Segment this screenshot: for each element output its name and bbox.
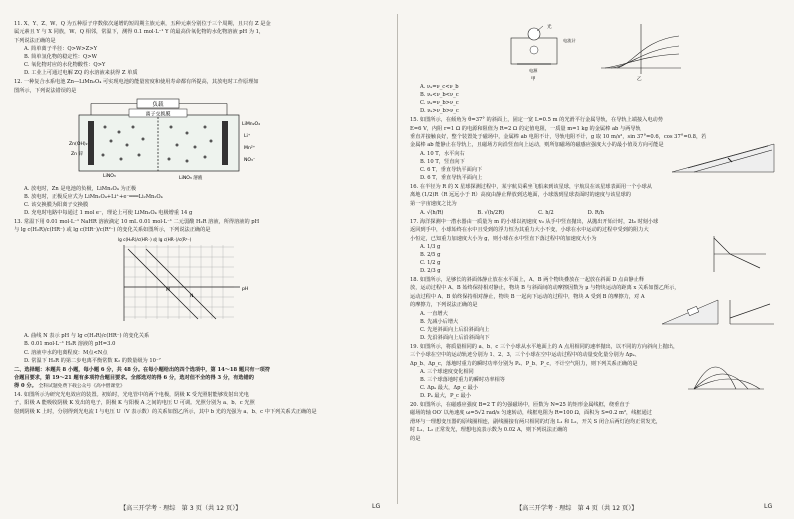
membrane-label: 离子交换膜 [145, 111, 171, 118]
light-label: 光 [547, 25, 552, 30]
q13-option-b: B. 0.01 mol·L⁻¹ H₂R 溶液的 pH=3.0 [24, 341, 116, 348]
graph-xlabel: pH [242, 287, 249, 293]
q20-stem-line: 的是 [410, 435, 421, 442]
q19-option-a: A. 三个球速度变化相同 [420, 368, 474, 375]
q18-stem-line: 18. 如图所示，足够长的斜面体静止放在水平面上，A、B 两个物块叠放在一起放在斜面 D 点由静止释 [410, 277, 645, 284]
q18-stem-line: 放，运动过程中 A、B 始终保持相对静止，物块 B 与斜面间的动摩擦因数为 μ 与物块运动的距离 x 关系如图乙所示， [410, 285, 680, 292]
zn-label: Zn 锌 [71, 151, 84, 157]
right-electrolyte-label: LiNO₃ 溶液 [179, 175, 203, 181]
zn-oh2-label: Zn(OH)₂ [69, 141, 88, 147]
figure-b-label: 乙 [637, 77, 642, 82]
q14-stem-line: 射到阴极 K 上时，分别得到光电流 I 与电压 U（V 表示数）的关系如图乙所示，其中 b 光的光强为 a、b、c 中下列关系式正确的是 [14, 408, 317, 415]
q15-option-d: D. 6 T，垂直导轨平面向上 [420, 174, 483, 181]
source-label: 电源 [529, 68, 538, 73]
question-11 [14, 20, 386, 77]
q16-option-b: B. √(h/2R) [477, 209, 505, 216]
q17-option-a: A. 1/3 g [420, 243, 441, 250]
q17-stem-line: 17. 海洋探测中一潜水器由一质量为 m 的小球以初速度 v₀ 从手中竖直抛出，从抛出开始计时，2t₀ 时刻小球 [410, 218, 659, 225]
q12-option-d: D. 充电时电路中每通过 1 mol e⁻，理论上可使 LiMn₂O₄ 电极增重 14 g [24, 209, 193, 216]
q11-stem-line: 11. X、Y、Z、W、Q 为五种原子序数依次递增的短周期主族元素，五种元素分别位于三个周期，且只有 Z 是金 [14, 21, 271, 27]
q17-option-c: C. 1/2 g [420, 259, 441, 266]
column-divider [397, 14, 398, 504]
q20-stem-line: 磁场的轴 OO′ 以角速度 ω=5√2 rad/s 匀速转动，线框电阻为 R=100 Ω，面积为 S=0.2 m²，线框通过 [410, 410, 652, 417]
q15-option-a: A. 10 T，水平向右 [420, 150, 465, 157]
q18-stem-line: 运动过程中 A、B 始终保持相对静止，物块 B 一起向下运动的过程中，物块 A 受到 B 的摩擦力，对 A [410, 293, 645, 300]
figure-a-label: 甲 [531, 77, 536, 82]
q20-stem-line: 滑环与一理想变压器的原线圈相连，副线圈接有两只相同的灯泡 L₁ 和 L₂，开关 S 闭合后两灯泡均正常发光， [410, 418, 662, 425]
q18-option-d: D. 先沿斜面向上后沿斜面向下 [420, 334, 490, 341]
q12-stem-line: 12. 一种复合水系电池 Zn—LiMn₂O₄ 可实现电池的能量密度和使用寿命都有所提高，其放电时工作原理如 [14, 79, 259, 86]
q16-stem-line: 第一宇宙速度之比为 [410, 200, 457, 207]
stacked-blocks-figure [658, 296, 778, 326]
mn-ion-label: Mn²⁺ [244, 145, 256, 151]
q15-stem-line: 垂直并接触良好，整个装置处于磁场中，金属棒 ab 电阻不计，导轨电阻不计，g 取 10 m/s²，sin 37°=0.6，cos 37°=0.8，若 [410, 133, 707, 140]
galvanometer [530, 46, 538, 54]
meter-label: 电流计 [563, 38, 576, 43]
q20-stem-line: 时 L₁、L₂ 正常发光，理想电流表示数为 0.02 A，则下列说法正确的 [410, 427, 568, 434]
q14-option-b: B. νₐ<ν_b<ν_c [420, 92, 459, 99]
left-electrolyte-label: LiNO₃ [103, 173, 116, 179]
q17-stem-line: 小恒定，已知重力加速度大小为 g，则小球在水中竖直下落过程中的加速度大小为 [410, 235, 597, 242]
li-ion-label: Li⁺ [244, 133, 251, 139]
q16-stem-line: 离地 (1/2)R（R 远远小于 R）高度由静止释放到达地面，小球落到星球表面时的速度与该星球的 [410, 192, 631, 199]
section2-line: 得 0 分。 [14, 383, 37, 390]
incline-rail-figure [668, 140, 778, 174]
projectile-trajectories [686, 355, 766, 391]
q17-option-d: D. 2/3 g [420, 268, 441, 275]
curve-m-label: M [166, 288, 170, 294]
q14-stem-line: 子，阳极 A 能吸收阴极 K 发出的电子，阴极 K 与阳极 A 之间的电压 U 可调。光照分别为 a、b、c 光照 [14, 400, 255, 407]
q15-option-b: B. 10 T，竖直向下 [420, 158, 465, 165]
question-13 [14, 218, 386, 365]
question-17 [410, 218, 782, 275]
q14-option-a: A. νₐ=ν_c<ν_b [420, 84, 459, 90]
question-16 [410, 183, 782, 217]
q16-stem-line: 16. 在半径为 R 的 X 星球探测过程中，某宇航员乘坐飞船来到该星球，宇航员在该星球表面用一个小球从 [410, 183, 652, 190]
q19-option-c: C. Δpₐ 最大，Δp_c 最小 [420, 385, 478, 391]
photoelectric-figure [491, 20, 701, 82]
battery-diagram [69, 97, 299, 183]
q15-stem-line: E=6 V，内阻 r=1 Ω 的电源和阻值为 R=2 Ω 的定值电阻，一质量 m=1 kg 的金属棒 ab 与两导轨 [410, 125, 641, 132]
question-20 [410, 401, 782, 443]
limn2o4-electrode [222, 121, 228, 165]
q15-stem-line: 金属棒 ab 能静止在导轨上，且磁场方向沿竖直向上运动，则所加磁场的磁感应强度大小的最小值及方向可能是 [410, 142, 664, 149]
zinc-electrode [88, 121, 94, 165]
q12-stem-line: 图所示，下列说法错误的是 [14, 87, 77, 94]
q18-option-c: C. 先逆斜面向上后沿斜面向上 [420, 326, 490, 333]
q16-option-a: A. √(h/R) [420, 209, 444, 216]
velocity-time-graph [708, 234, 768, 274]
footer-left-code: LG [372, 503, 381, 510]
q16-option-c: C. h/2 [538, 209, 554, 216]
q16-option-d: D. R/h [587, 209, 604, 216]
graph-ylabel: lg c(H₂R)/c(HR⁻) 或 lg c(HR⁻)/c(R²⁻) [118, 237, 192, 243]
cell-container [79, 115, 239, 171]
q13-option-d: D. 常温下 H₂R 的第二步电离平衡常数 K₂ 的数量级为 10⁻⁷ [24, 357, 161, 364]
q20-stem-line: 20. 如图所示，在磁感应强度 B=2 T 的匀强磁场中，匝数为 N=25 的矩形金属线框，绕垂直于 [410, 402, 630, 409]
left-column [14, 20, 386, 416]
q11-stem-line: 属元素且 Y 与 X 同族，W、Q 相邻，常温下，测得 0.1 mol·L⁻¹ Y 的最高价氧化物的水化物溶液 pH 为 1， [14, 29, 265, 36]
section2-line: 二、选择题：本题共 8 小题，每小题 6 分，共 48 分。在每小题给出的四个选项中，第 14～18 题只有一项符 [14, 366, 271, 373]
q11-option-b: B. 简单氢化物的稳定性：Q>W [24, 54, 97, 61]
curve-n [146, 249, 216, 319]
q17-stem-line: 返回到手中，小球始终在水中且受到的浮力恒为其重力大小不变，小球在水中运动的过程中受到的阻力大 [410, 227, 649, 234]
question-14 [14, 391, 386, 416]
q15-stem-line: 15. 如图所示，在倾角为 θ=37° 的斜面上，固定一宽 L=0.5 m 的光滑平行金属导轨，在导轨上端接入电动势 [410, 117, 663, 124]
q19-stem-line: 19. 如图所示，将质量相同的 a、b、c 三个小球从水平地面上的 A 点用相同的速率抛出，以不同的方向斜向上抛出， [410, 343, 679, 350]
q11-stem-line: 下列说法正确的是 [14, 37, 56, 44]
q19-stem-line: Δp_b、Δp_c，落地时重力的瞬时功率分别为 Pₐ、P_b、P_c，不计空气阻力，则下列关系正确的是 [410, 360, 638, 367]
q18-stem-line: 的摩擦力，下列说法正确的是 [410, 302, 478, 309]
q14-option-d: D. νₐ>ν_b>ν_c [420, 108, 459, 115]
q19-option-b: B. 三个球落地时重力的瞬时功率相等 [420, 376, 505, 383]
footer-right-page: 【高三开学考 · 理综 第 4 页（共 12 页）】 [516, 505, 638, 512]
q19-stem-line: 三个小球在空中的运动轨迹分别为 1、2、3，三个小球在空中运动过程中的动量变化量分别为 Δpₐ、 [410, 352, 640, 359]
ph-graph [94, 235, 274, 331]
section2-line: 合题目要求，第 19～21 题有多项符合题目要求。全部选对的得 6 分，选对但不全的得 3 分，有选错的 [14, 375, 254, 382]
q12-option-a: A. 放电时，Zn 是电池的负极，LiMn₂O₄ 为正极 [24, 185, 137, 192]
question-19 [410, 343, 782, 400]
q17-option-b: B. 2/5 g [420, 251, 441, 258]
q11-option-d: D. 工业上可通过电解 ZQ 的水溶液来获得 Z 单质 [24, 70, 138, 77]
limn2o4-label: LiMn₂O₄ [242, 121, 261, 127]
download-note: 全科试题免费下载公众号《高中僧课堂》 [38, 384, 125, 390]
section-2-instructions [14, 366, 386, 391]
q13-option-a: A. 曲线 N 表示 pH 与 lg c(H₂R)/c(HR⁻) 的变化关系 [24, 333, 150, 340]
q19-option-d: D. Pₐ 最大，P_c 最小 [420, 393, 471, 400]
no3-ion-label: NO₃⁻ [244, 157, 256, 163]
curve-m [128, 249, 198, 319]
q11-option-c: C. 氧化物对应的水化物酸性：Q>Y [24, 62, 106, 69]
footer-left-page: 【高三开学考 · 理综 第 3 页（共 12 页）】 [120, 505, 242, 512]
q12-option-c: C. 该交换膜为阳离子交换膜 [24, 201, 89, 208]
footer-right-code: LG [764, 503, 773, 510]
q18-option-a: A. 一直增大 [420, 310, 448, 317]
load-label: 负载 [152, 101, 164, 108]
q12-option-b: B. 放电时，正极反应式为 LiMn₂O₄+Li⁺+e⁻═══Li₂Mn₂O₄ [24, 193, 163, 200]
q13-stem-line: 13. 常温下用 0.01 mol·L⁻¹ NaHR 溶液滴定 10 mL 0.01 mol·L⁻¹ 二元弱酸 H₂R 溶液，所得溶液的 pH [14, 219, 260, 225]
question-15 [410, 116, 782, 182]
right-column [410, 20, 782, 443]
q15-option-c: C. 6 T，垂直导轨平面向下 [420, 166, 483, 173]
curve-n-label: N [190, 294, 194, 300]
question-18 [410, 276, 782, 342]
question-12 [14, 78, 386, 217]
q13-stem-line: 与 lg c(H₂R)/c(HR⁻) 或 lg c(HR⁻)/c(R²⁻) 的变化关系如图所示，下列说法正确的是 [14, 227, 211, 234]
q14-stem-line: 14. 如图所示为研究光电效应的装置。初始时，光电管中的两个电极，阴极 K 受光照射能够发射出光电 [14, 392, 249, 399]
q18-option-b: B. 先减小后增大 [420, 318, 459, 325]
q14-option-c: C. νₐ=ν_b>ν_c [420, 100, 459, 107]
q11-option-a: A. 简单离子半径：Q>W>Z>Y [24, 46, 98, 53]
q13-option-c: C. 溶液中水的电离程度：M点<N点 [24, 349, 108, 356]
